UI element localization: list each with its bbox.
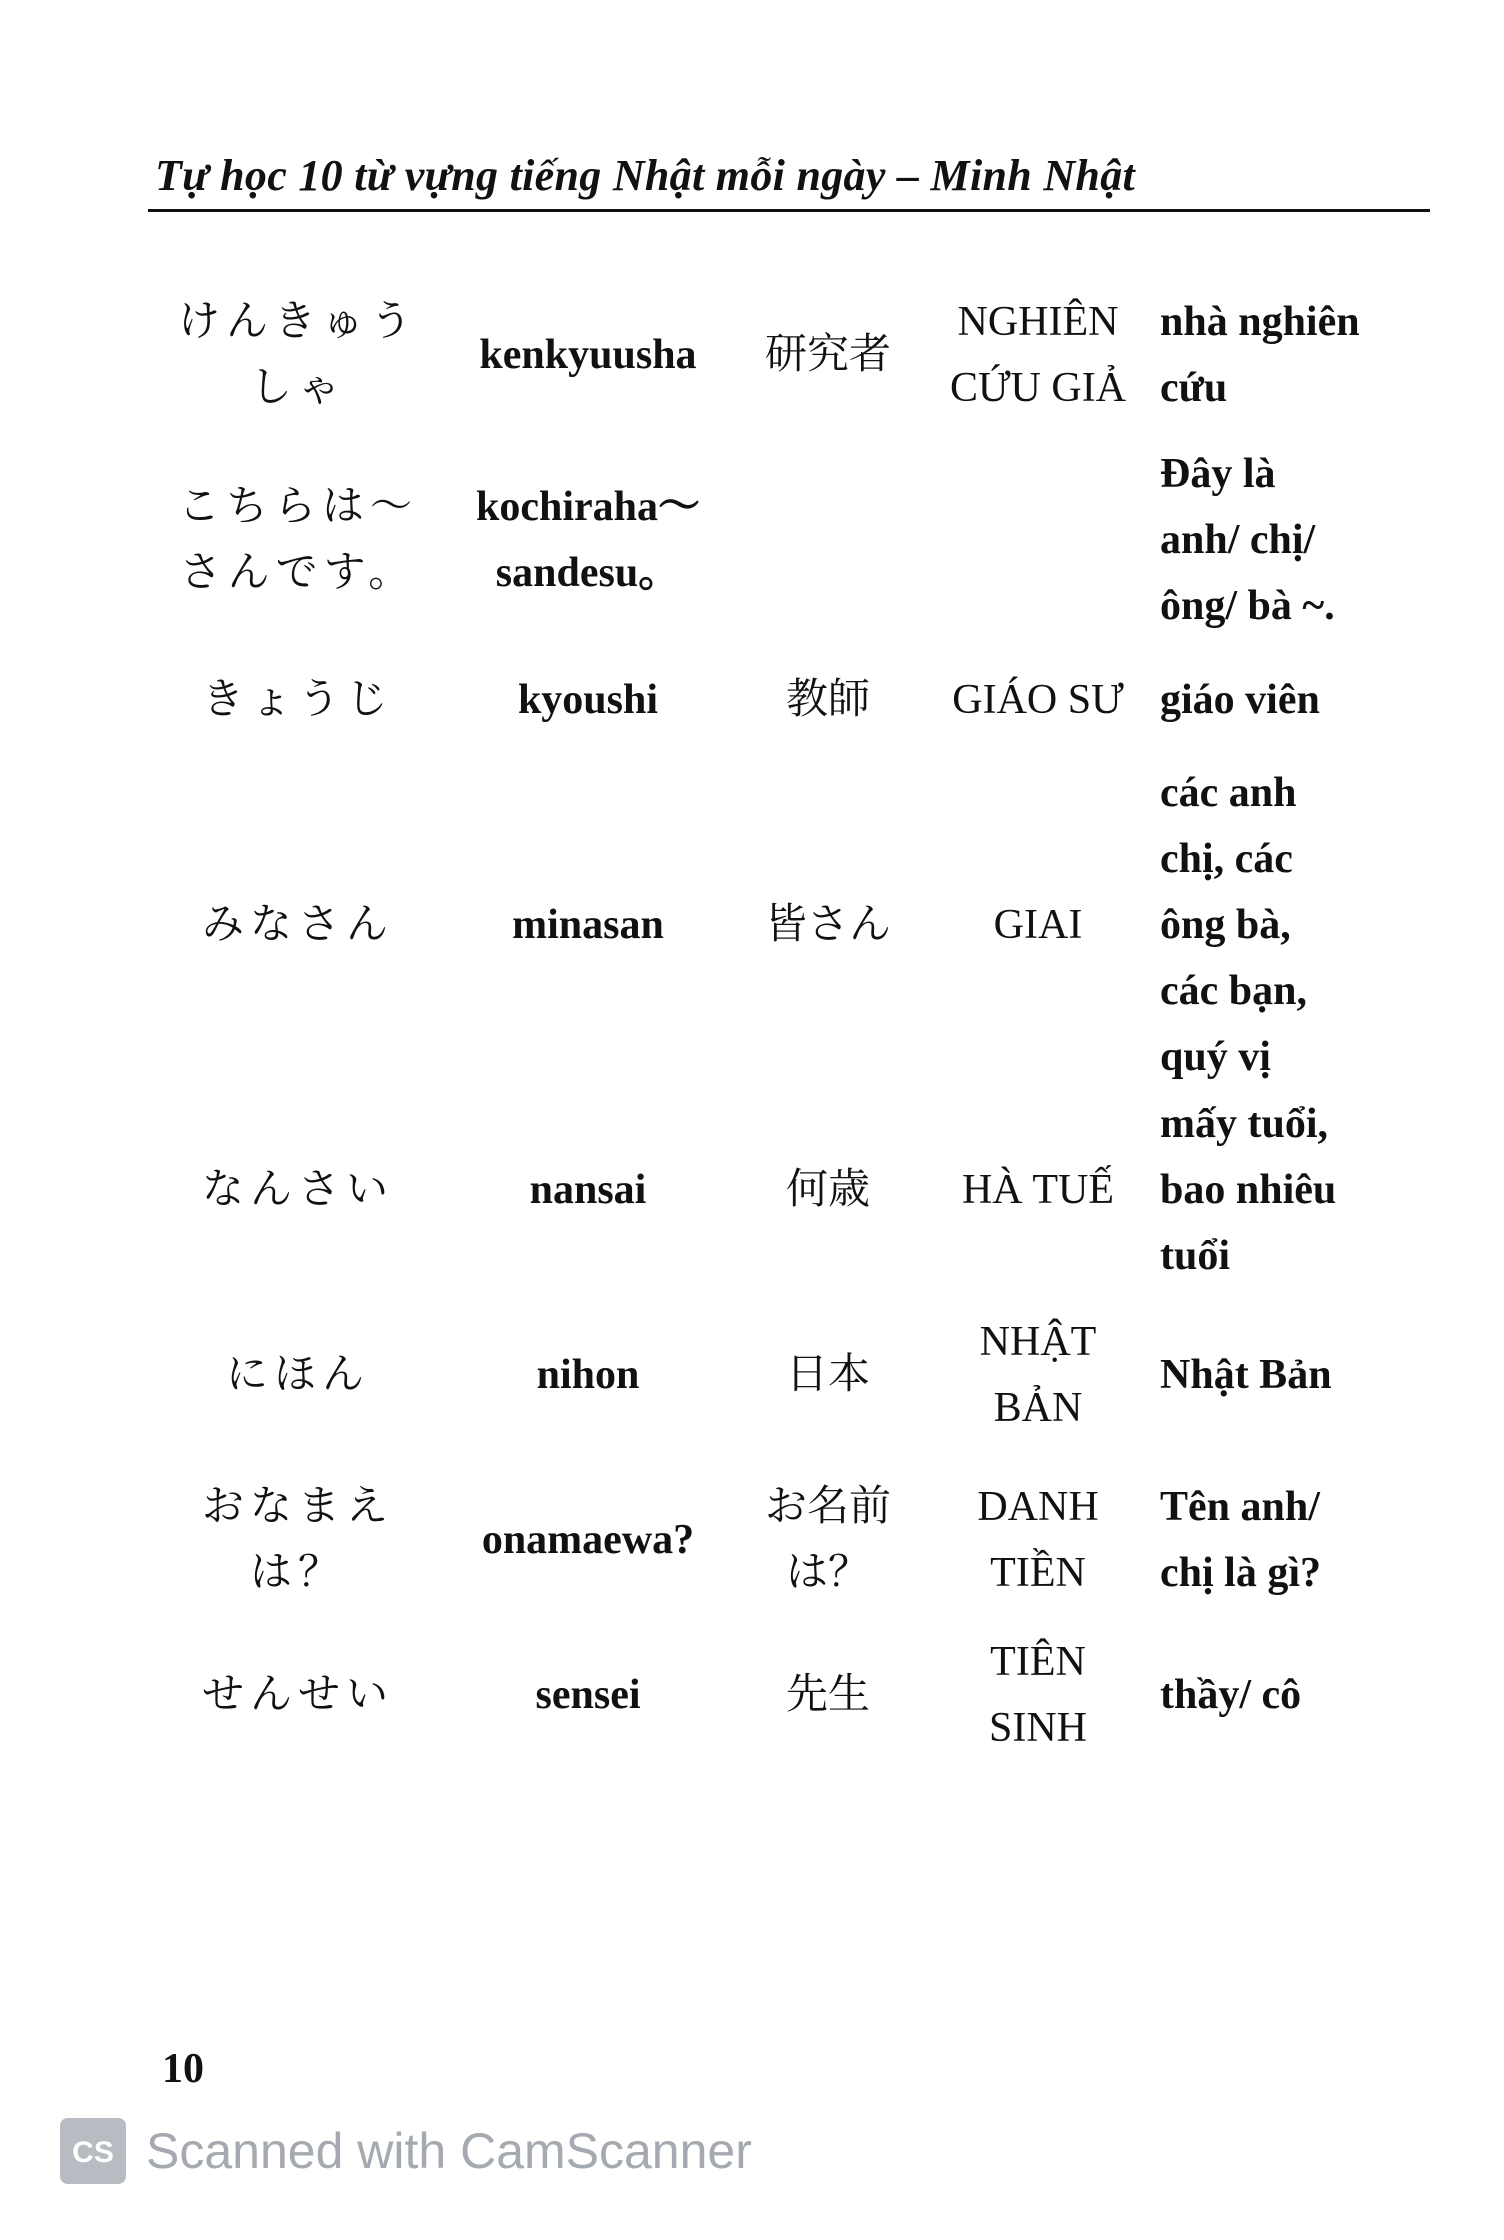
vocab-row	[148, 640, 1442, 760]
kana-cell-text: こちらは～ さんです。	[177, 484, 418, 596]
meaning-cell-text: thầy/ cô	[1160, 1672, 1302, 1718]
romaji-cell	[448, 1290, 728, 1460]
kanji-cell	[728, 440, 928, 640]
kana-cell	[148, 1620, 448, 1770]
meaning-cell	[1148, 760, 1442, 1090]
romaji-cell-text: sensei	[535, 1672, 641, 1718]
vocab-row	[148, 760, 1442, 1090]
kanji-cell	[728, 270, 928, 440]
hanviet-cell-text: NHẬT BẢN	[979, 1319, 1097, 1431]
meaning-cell	[1148, 1090, 1442, 1290]
hanviet-cell	[928, 440, 1148, 640]
meaning-cell-text: Đây là anh/ chị/ ông/ bà ~.	[1160, 451, 1335, 629]
vocabulary-table	[148, 270, 1442, 1770]
kana-cell	[148, 1090, 448, 1290]
hanviet-cell	[928, 270, 1148, 440]
hanviet-cell-text: TIÊN SINH	[988, 1639, 1087, 1751]
romaji-cell	[448, 270, 728, 440]
meaning-cell-text: các anh chị, các ông bà, các bạn, quý vị	[1160, 770, 1307, 1080]
kanji-cell	[728, 1290, 928, 1460]
kanji-cell-text: 皆さん	[764, 902, 891, 948]
hanviet-cell-text: DANH TIỀN	[977, 1484, 1099, 1596]
kanji-cell-text: 先生	[785, 1672, 870, 1718]
kana-cell-text: みなさん	[201, 902, 394, 948]
meaning-cell-text: nhà nghiên cứu	[1160, 299, 1360, 411]
romaji-cell-text: kenkyuusha	[479, 332, 697, 378]
meaning-cell-text: mấy tuổi, bao nhiêu tuổi	[1160, 1101, 1337, 1279]
romaji-cell	[448, 1090, 728, 1290]
kana-cell-text: にほん	[225, 1352, 370, 1398]
kanji-cell-text: 研究者	[764, 332, 891, 378]
page-header-title: Tự học 10 từ vựng tiếng Nhật mỗi ngày – Minh Nhật	[155, 151, 1136, 200]
vocab-row	[148, 270, 1442, 440]
romaji-cell	[448, 640, 728, 760]
kana-cell	[148, 760, 448, 1090]
kanji-cell-text: 教師	[785, 677, 870, 723]
romaji-cell-text: minasan	[512, 902, 664, 948]
kanji-cell	[728, 760, 928, 1090]
hanviet-cell	[928, 640, 1148, 760]
hanviet-cell	[928, 1090, 1148, 1290]
kana-cell-text: なんさい	[201, 1167, 394, 1213]
hanviet-cell	[928, 760, 1148, 1090]
hanviet-cell	[928, 1620, 1148, 1770]
vocab-row	[148, 1090, 1442, 1290]
vocab-row	[148, 1290, 1442, 1460]
watermark-text: Scanned with CamScanner	[146, 2123, 752, 2179]
hanviet-cell-text: GIÁO SƯ	[952, 677, 1124, 723]
vocab-row	[148, 1620, 1442, 1770]
romaji-cell	[448, 1460, 728, 1620]
meaning-cell	[1148, 440, 1442, 640]
meaning-cell	[1148, 640, 1442, 760]
hanviet-cell-text: GIAI	[993, 902, 1083, 948]
kana-cell-text: せんせい	[201, 1672, 394, 1718]
hanviet-cell-text: NGHIÊN CỨU GIẢ	[949, 299, 1127, 411]
kana-cell	[148, 640, 448, 760]
meaning-cell	[1148, 1620, 1442, 1770]
kana-cell-text: おなまえ は？	[201, 1484, 394, 1596]
kana-cell-text: けんきゅう しゃ	[177, 299, 418, 411]
kanji-cell	[728, 1090, 928, 1290]
romaji-cell-text: kochiraha～ sandesu。	[475, 484, 701, 596]
kana-cell	[148, 440, 448, 640]
kana-cell	[148, 270, 448, 440]
vocab-row	[148, 1460, 1442, 1620]
kanji-cell	[728, 1620, 928, 1770]
romaji-cell-text: onamaewa?	[481, 1517, 695, 1563]
hanviet-cell	[928, 1290, 1148, 1460]
kanji-cell-text: 日本	[785, 1352, 870, 1398]
kanji-cell-text: 何歳	[785, 1167, 870, 1213]
kana-cell-text: きょうじ	[201, 677, 394, 723]
romaji-cell-text: kyoushi	[517, 677, 659, 723]
kana-cell	[148, 1460, 448, 1620]
hanviet-cell	[928, 1460, 1148, 1620]
romaji-cell	[448, 760, 728, 1090]
meaning-cell	[1148, 270, 1442, 440]
vocab-row	[148, 440, 1442, 640]
meaning-cell-text: Tên anh/ chị là gì?	[1160, 1484, 1322, 1596]
meaning-cell	[1148, 1290, 1442, 1460]
page-number: 10	[162, 2046, 204, 2092]
romaji-cell	[448, 440, 728, 640]
meaning-cell	[1148, 1460, 1442, 1620]
camscanner-watermark	[60, 2118, 752, 2184]
meaning-cell-text: Nhật Bản	[1160, 1352, 1332, 1398]
hanviet-cell-text: HÀ TUẾ	[961, 1167, 1115, 1213]
camscanner-logo-text: CS	[72, 2136, 114, 2169]
header-divider	[148, 209, 1430, 212]
romaji-cell-text: nansai	[529, 1167, 647, 1213]
romaji-cell-text: nihon	[536, 1352, 640, 1398]
romaji-cell	[448, 1620, 728, 1770]
kanji-cell-text: お名前 は？	[764, 1484, 891, 1596]
kanji-cell	[728, 1460, 928, 1620]
kana-cell	[148, 1290, 448, 1460]
kanji-cell	[728, 640, 928, 760]
camscanner-logo-icon	[60, 2118, 126, 2184]
meaning-cell-text: giáo viên	[1160, 677, 1320, 723]
